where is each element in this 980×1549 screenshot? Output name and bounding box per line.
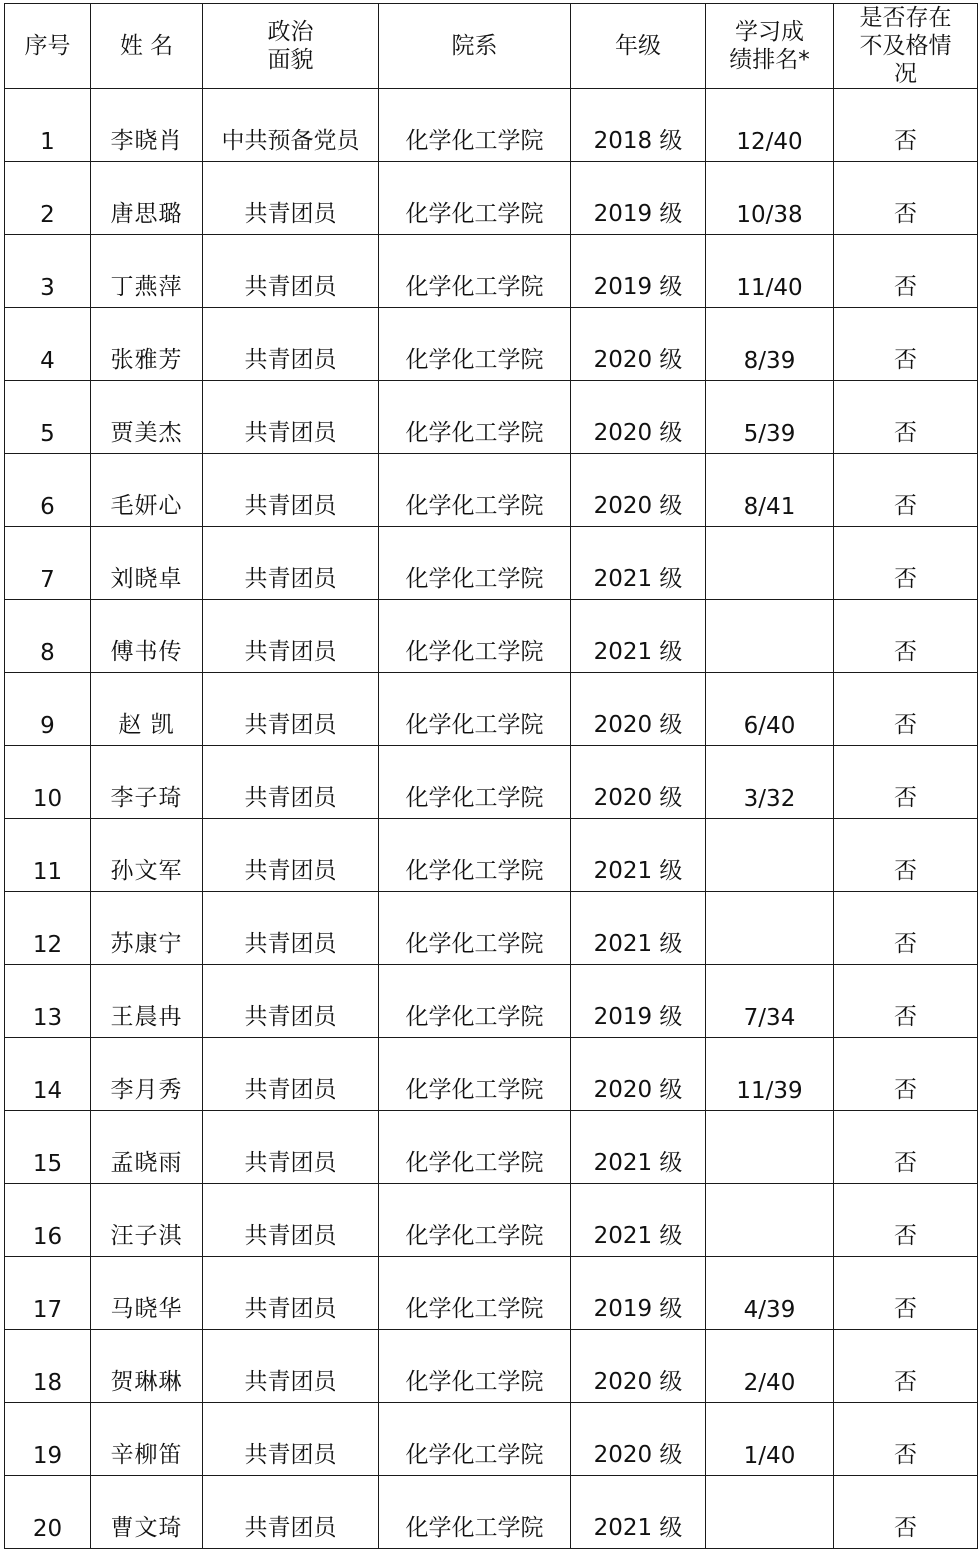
cell-politics: 共青团员	[203, 1476, 379, 1549]
column-header-fail-line: 况	[894, 61, 917, 87]
cell-politics: 共青团员	[203, 235, 379, 308]
cell-grade: 2021 级	[571, 819, 706, 892]
cell-name: 李子琦	[91, 746, 203, 819]
table-row	[5, 600, 978, 673]
cell-fail: 否	[834, 600, 978, 673]
cell-politics: 共青团员	[203, 1257, 379, 1330]
cell-dept: 化学化工学院	[379, 746, 571, 819]
cell-rank	[706, 1476, 834, 1549]
student-roster-table	[4, 3, 978, 1549]
cell-name: 唐思璐	[91, 162, 203, 235]
cell-name: 贾美杰	[91, 381, 203, 454]
table-row	[5, 1330, 978, 1403]
cell-rank: 7/34	[706, 965, 834, 1038]
column-header-fail-line: 是否存在	[859, 5, 952, 31]
cell-fail: 否	[834, 1403, 978, 1476]
cell-rank: 6/40	[706, 673, 834, 746]
cell-politics: 共青团员	[203, 600, 379, 673]
column-header-grade-line: 年级	[615, 33, 661, 59]
cell-rank: 11/39	[706, 1038, 834, 1111]
cell-fail: 否	[834, 235, 978, 308]
cell-seq: 17	[5, 1257, 91, 1330]
cell-grade: 2019 级	[571, 965, 706, 1038]
cell-fail: 否	[834, 892, 978, 965]
cell-politics: 共青团员	[203, 673, 379, 746]
cell-seq: 4	[5, 308, 91, 381]
cell-politics: 共青团员	[203, 1330, 379, 1403]
cell-rank: 8/39	[706, 308, 834, 381]
cell-politics: 共青团员	[203, 892, 379, 965]
cell-politics: 共青团员	[203, 1403, 379, 1476]
cell-grade: 2020 级	[571, 1330, 706, 1403]
cell-seq: 11	[5, 819, 91, 892]
cell-dept: 化学化工学院	[379, 1403, 571, 1476]
table-body	[5, 89, 978, 1549]
cell-name: 汪子淇	[91, 1184, 203, 1257]
cell-seq: 20	[5, 1476, 91, 1549]
cell-politics: 中共预备党员	[203, 89, 379, 162]
cell-politics: 共青团员	[203, 746, 379, 819]
cell-name: 辛柳笛	[91, 1403, 203, 1476]
cell-grade: 2021 级	[571, 600, 706, 673]
cell-grade: 2021 级	[571, 1184, 706, 1257]
cell-name: 李月秀	[91, 1038, 203, 1111]
cell-seq: 12	[5, 892, 91, 965]
cell-rank: 4/39	[706, 1257, 834, 1330]
cell-fail: 否	[834, 1184, 978, 1257]
column-header-grade	[571, 4, 706, 89]
cell-dept: 化学化工学院	[379, 454, 571, 527]
cell-rank: 10/38	[706, 162, 834, 235]
cell-fail: 否	[834, 746, 978, 819]
table-row	[5, 1257, 978, 1330]
cell-fail: 否	[834, 454, 978, 527]
cell-grade: 2021 级	[571, 1476, 706, 1549]
table-row	[5, 673, 978, 746]
cell-rank	[706, 892, 834, 965]
table-row	[5, 892, 978, 965]
cell-politics: 共青团员	[203, 381, 379, 454]
cell-fail: 否	[834, 1330, 978, 1403]
cell-grade: 2020 级	[571, 381, 706, 454]
cell-seq: 7	[5, 527, 91, 600]
table-row	[5, 527, 978, 600]
cell-politics: 共青团员	[203, 1038, 379, 1111]
column-header-fail-line: 不及格情	[859, 33, 952, 59]
cell-politics: 共青团员	[203, 1111, 379, 1184]
header-row	[5, 4, 978, 89]
column-header-fail	[834, 4, 978, 89]
cell-fail: 否	[834, 1476, 978, 1549]
cell-grade: 2020 级	[571, 454, 706, 527]
cell-dept: 化学化工学院	[379, 965, 571, 1038]
table-row	[5, 1111, 978, 1184]
column-header-dept	[379, 4, 571, 89]
cell-name: 孙文军	[91, 819, 203, 892]
cell-seq: 6	[5, 454, 91, 527]
cell-name: 李晓肖	[91, 89, 203, 162]
table-row	[5, 819, 978, 892]
cell-dept: 化学化工学院	[379, 673, 571, 746]
cell-seq: 10	[5, 746, 91, 819]
cell-rank: 12/40	[706, 89, 834, 162]
cell-politics: 共青团员	[203, 308, 379, 381]
cell-seq: 3	[5, 235, 91, 308]
column-header-politics	[203, 4, 379, 89]
cell-dept: 化学化工学院	[379, 1184, 571, 1257]
table-row	[5, 235, 978, 308]
cell-rank	[706, 1111, 834, 1184]
cell-seq: 19	[5, 1403, 91, 1476]
cell-rank: 2/40	[706, 1330, 834, 1403]
cell-seq: 18	[5, 1330, 91, 1403]
cell-seq: 13	[5, 965, 91, 1038]
cell-dept: 化学化工学院	[379, 308, 571, 381]
cell-seq: 1	[5, 89, 91, 162]
cell-rank	[706, 1184, 834, 1257]
cell-politics: 共青团员	[203, 454, 379, 527]
cell-dept: 化学化工学院	[379, 819, 571, 892]
cell-seq: 14	[5, 1038, 91, 1111]
cell-name: 马晓华	[91, 1257, 203, 1330]
column-header-seq-line: 序号	[24, 33, 71, 59]
cell-seq: 8	[5, 600, 91, 673]
table-row	[5, 1038, 978, 1111]
cell-politics: 共青团员	[203, 527, 379, 600]
cell-politics: 共青团员	[203, 1184, 379, 1257]
cell-name: 丁燕萍	[91, 235, 203, 308]
cell-grade: 2019 级	[571, 235, 706, 308]
cell-rank	[706, 527, 834, 600]
cell-grade: 2019 级	[571, 162, 706, 235]
cell-seq: 16	[5, 1184, 91, 1257]
table-row	[5, 381, 978, 454]
column-header-name	[91, 4, 203, 89]
cell-grade: 2019 级	[571, 1257, 706, 1330]
cell-grade: 2021 级	[571, 527, 706, 600]
cell-name: 傅书传	[91, 600, 203, 673]
cell-politics: 共青团员	[203, 162, 379, 235]
cell-grade: 2020 级	[571, 1403, 706, 1476]
cell-politics: 共青团员	[203, 965, 379, 1038]
cell-fail: 否	[834, 1111, 978, 1184]
column-header-politics-line: 政治	[267, 19, 314, 45]
column-header-seq	[5, 4, 91, 89]
cell-rank	[706, 819, 834, 892]
cell-name: 刘晓卓	[91, 527, 203, 600]
table-row	[5, 89, 978, 162]
cell-rank: 1/40	[706, 1403, 834, 1476]
cell-dept: 化学化工学院	[379, 1330, 571, 1403]
table-row	[5, 308, 978, 381]
cell-fail: 否	[834, 89, 978, 162]
cell-dept: 化学化工学院	[379, 235, 571, 308]
cell-dept: 化学化工学院	[379, 162, 571, 235]
cell-grade: 2020 级	[571, 308, 706, 381]
cell-dept: 化学化工学院	[379, 89, 571, 162]
cell-fail: 否	[834, 1257, 978, 1330]
cell-dept: 化学化工学院	[379, 1111, 571, 1184]
cell-seq: 9	[5, 673, 91, 746]
cell-grade: 2020 级	[571, 746, 706, 819]
cell-seq: 15	[5, 1111, 91, 1184]
cell-grade: 2018 级	[571, 89, 706, 162]
cell-fail: 否	[834, 527, 978, 600]
cell-rank: 5/39	[706, 381, 834, 454]
cell-grade: 2020 级	[571, 673, 706, 746]
cell-rank	[706, 600, 834, 673]
cell-dept: 化学化工学院	[379, 1476, 571, 1549]
column-header-politics-line: 面貌	[267, 47, 314, 73]
column-header-rank-line: 学习成	[735, 19, 804, 45]
table-row	[5, 965, 978, 1038]
cell-seq: 2	[5, 162, 91, 235]
table-row	[5, 746, 978, 819]
cell-name: 赵 凯	[91, 673, 203, 746]
cell-seq: 5	[5, 381, 91, 454]
table-header	[5, 4, 978, 89]
cell-politics: 共青团员	[203, 819, 379, 892]
cell-name: 毛妍心	[91, 454, 203, 527]
cell-fail: 否	[834, 308, 978, 381]
table-row	[5, 1403, 978, 1476]
cell-grade: 2021 级	[571, 892, 706, 965]
table-row	[5, 454, 978, 527]
cell-name: 张雅芳	[91, 308, 203, 381]
cell-rank: 11/40	[706, 235, 834, 308]
table-row	[5, 1476, 978, 1549]
cell-fail: 否	[834, 1038, 978, 1111]
table-row	[5, 1184, 978, 1257]
column-header-rank	[706, 4, 834, 89]
cell-fail: 否	[834, 162, 978, 235]
cell-fail: 否	[834, 673, 978, 746]
cell-fail: 否	[834, 381, 978, 454]
cell-dept: 化学化工学院	[379, 600, 571, 673]
cell-grade: 2021 级	[571, 1111, 706, 1184]
cell-name: 曹文琦	[91, 1476, 203, 1549]
column-header-dept-line: 院系	[451, 33, 498, 59]
cell-fail: 否	[834, 819, 978, 892]
cell-rank: 3/32	[706, 746, 834, 819]
cell-dept: 化学化工学院	[379, 1257, 571, 1330]
cell-dept: 化学化工学院	[379, 1038, 571, 1111]
cell-name: 苏康宁	[91, 892, 203, 965]
column-header-rank-line: 绩排名*	[729, 47, 810, 73]
cell-rank: 8/41	[706, 454, 834, 527]
cell-fail: 否	[834, 965, 978, 1038]
cell-name: 孟晓雨	[91, 1111, 203, 1184]
cell-dept: 化学化工学院	[379, 527, 571, 600]
table-row	[5, 162, 978, 235]
cell-dept: 化学化工学院	[379, 892, 571, 965]
cell-dept: 化学化工学院	[379, 381, 571, 454]
column-header-name-line: 姓 名	[119, 33, 174, 59]
cell-name: 贺琳琳	[91, 1330, 203, 1403]
cell-name: 王晨冉	[91, 965, 203, 1038]
cell-grade: 2020 级	[571, 1038, 706, 1111]
